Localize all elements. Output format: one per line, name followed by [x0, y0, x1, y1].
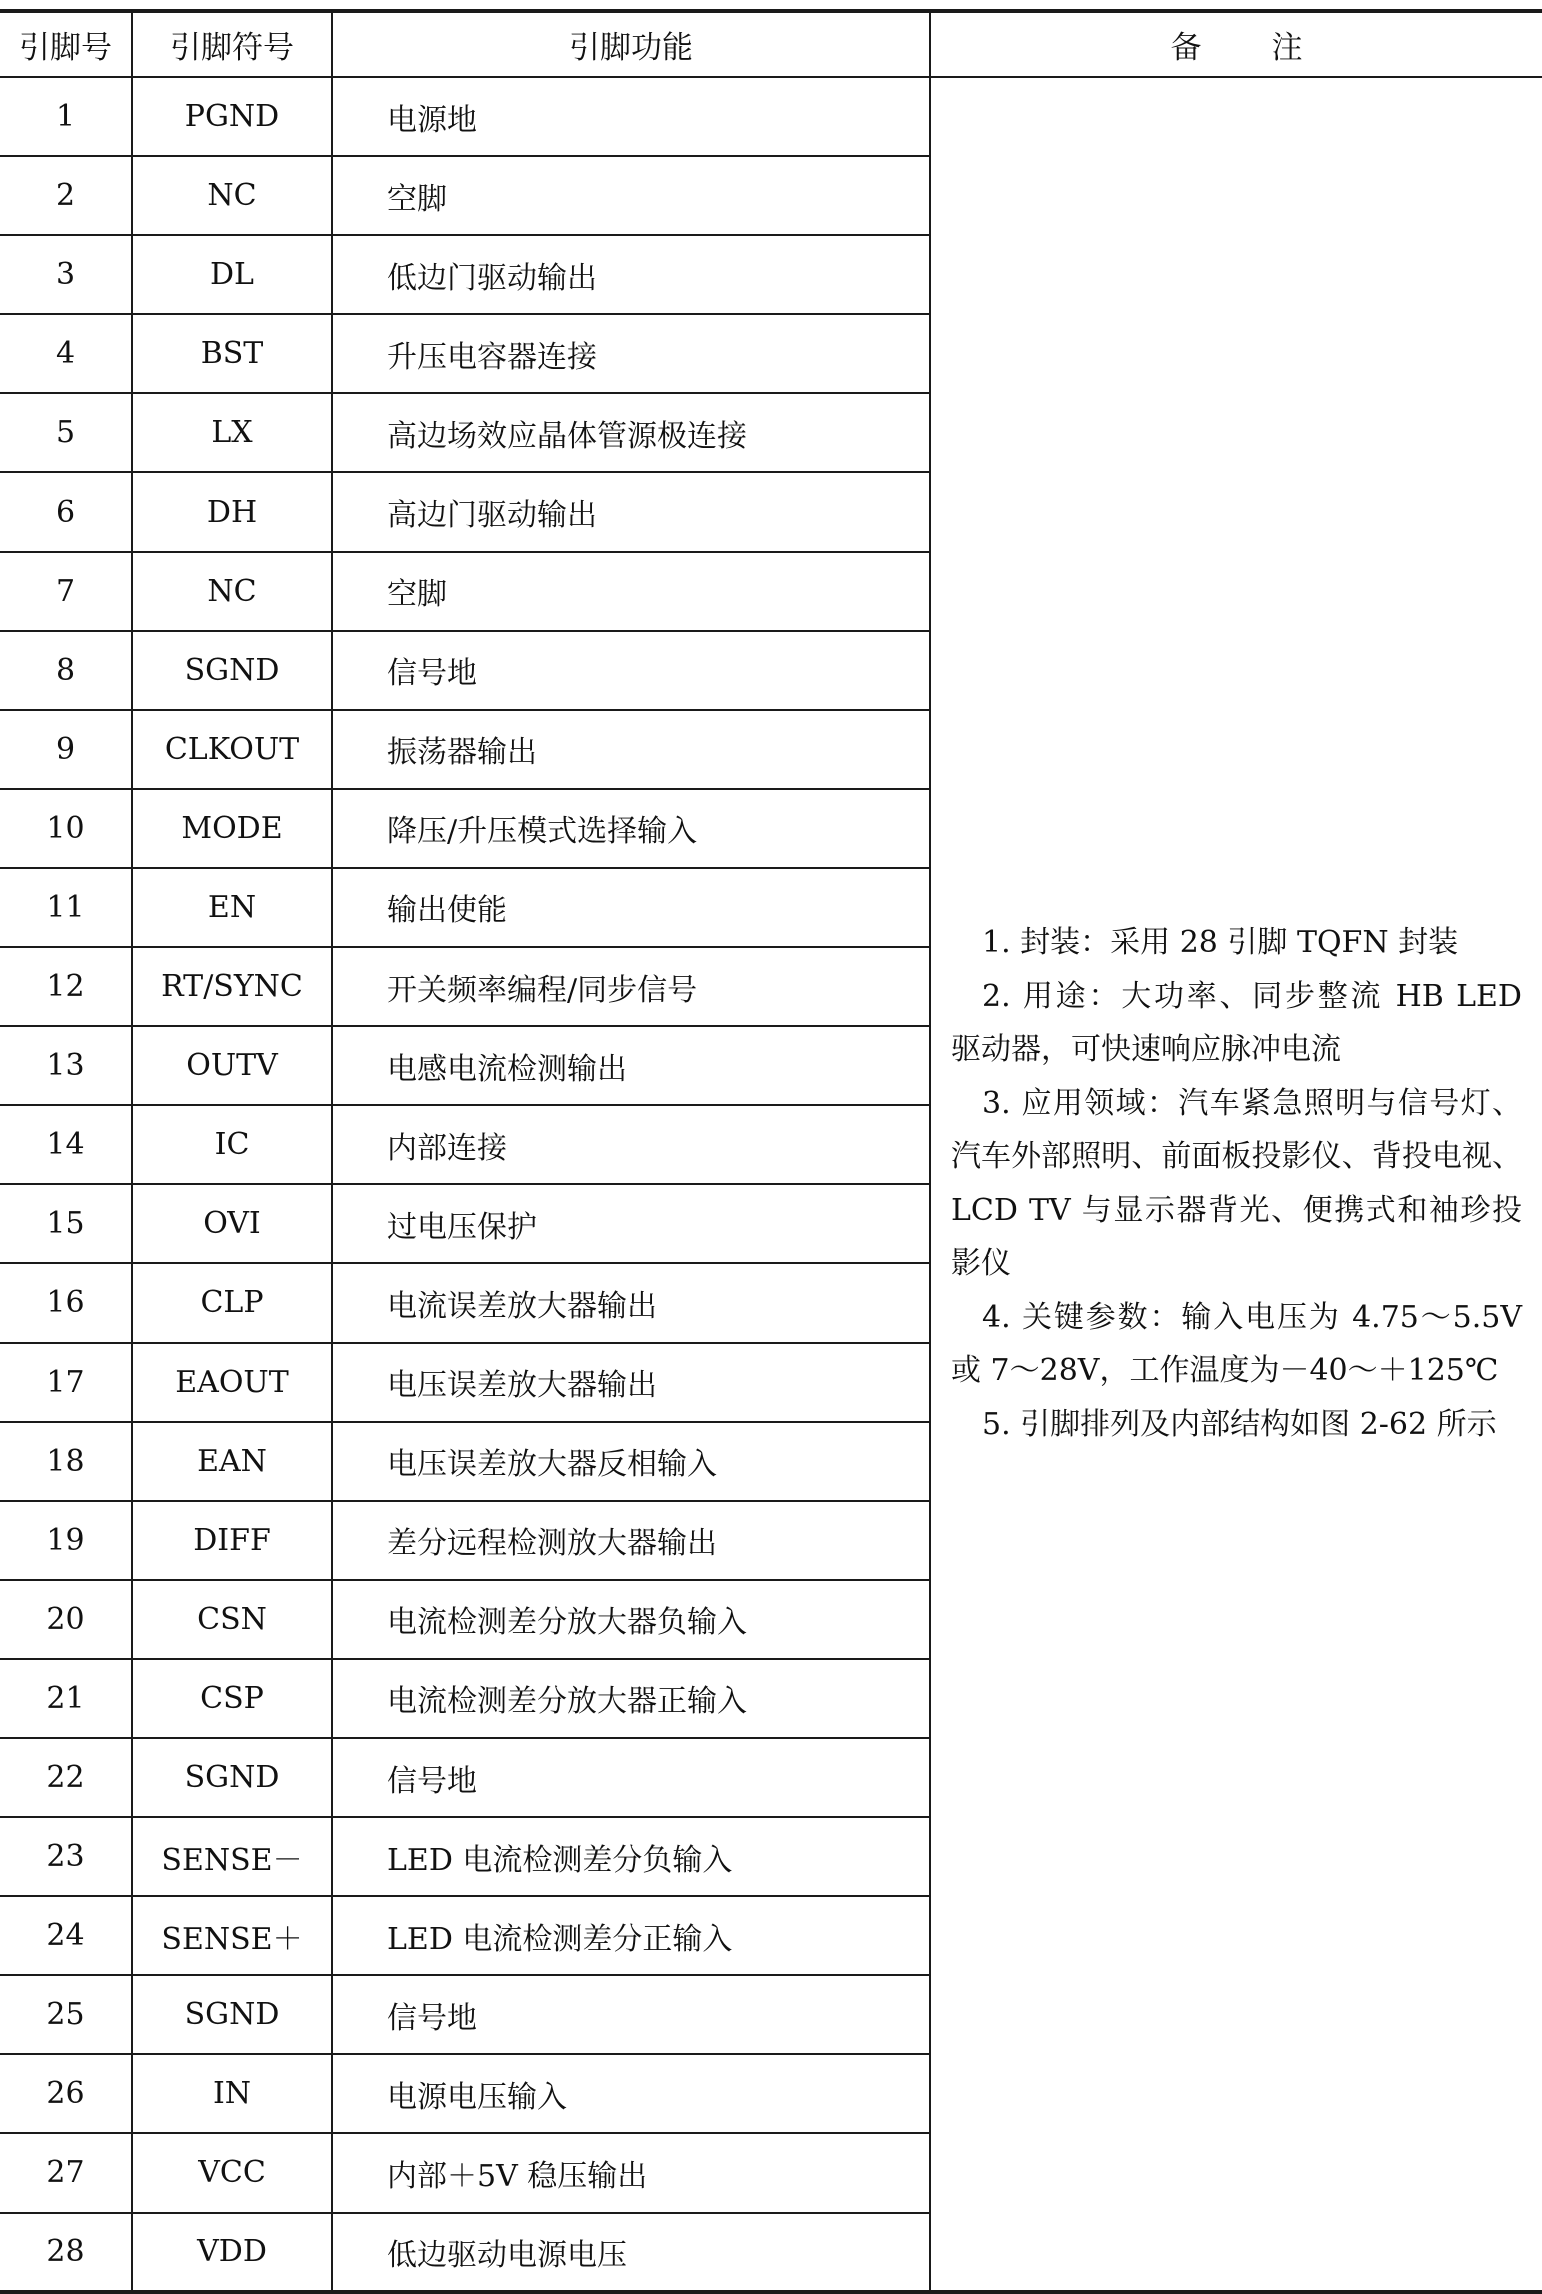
pin-symbol-cell: PGND — [132, 77, 332, 156]
pin-function-cell: 信号地 — [332, 1975, 930, 2054]
pin-symbol-cell: BST — [132, 314, 332, 393]
pin-number-cell: 3 — [0, 235, 132, 314]
pin-symbol-cell: NC — [132, 156, 332, 235]
header-pin-symbol: 引脚符号 — [132, 11, 332, 77]
pin-number-cell: 21 — [0, 1659, 132, 1738]
pin-symbol-cell: DH — [132, 472, 332, 551]
pin-function-cell: 内部连接 — [332, 1105, 930, 1184]
pin-symbol-cell: DL — [132, 235, 332, 314]
pin-symbol-cell: RT/SYNC — [132, 947, 332, 1026]
header-notes-char-2: 注 — [1271, 30, 1303, 66]
note-item: 2. 用途：大功率、同步整流 HB LED 驱动器，可快速响应脉冲电流 — [951, 978, 1522, 1068]
pin-symbol-cell: SENSE－ — [132, 1817, 332, 1896]
pin-function-cell: LED 电流检测差分正输入 — [332, 1896, 930, 1975]
pin-symbol-cell: CSP — [132, 1659, 332, 1738]
pin-number-cell: 1 — [0, 77, 132, 156]
pin-symbol-cell: OVI — [132, 1184, 332, 1263]
pin-number-cell: 10 — [0, 789, 132, 868]
pin-number-cell: 14 — [0, 1105, 132, 1184]
pin-function-cell: 电压误差放大器反相输入 — [332, 1422, 930, 1501]
pin-symbol-cell: SGND — [132, 631, 332, 710]
header-row — [0, 11, 1542, 77]
pin-symbol-cell: CSN — [132, 1580, 332, 1659]
pin-function-cell: 低边门驱动输出 — [332, 235, 930, 314]
pin-number-cell: 18 — [0, 1422, 132, 1501]
notes-cell — [930, 77, 1542, 2292]
pin-symbol-cell: LX — [132, 393, 332, 472]
pin-number-cell: 28 — [0, 2213, 132, 2292]
pin-symbol-cell: NC — [132, 552, 332, 631]
pin-function-cell: 输出使能 — [332, 868, 930, 947]
pin-symbol-cell: VCC — [132, 2133, 332, 2212]
pin-function-cell: 电源电压输入 — [332, 2054, 930, 2133]
pin-function-cell: 电流检测差分放大器负输入 — [332, 1580, 930, 1659]
pin-function-cell: 内部＋5V 稳压输出 — [332, 2133, 930, 2212]
pin-number-cell: 4 — [0, 314, 132, 393]
pin-number-cell: 6 — [0, 472, 132, 551]
pin-function-cell: 开关频率编程/同步信号 — [332, 947, 930, 1026]
pin-symbol-cell: EAN — [132, 1422, 332, 1501]
pin-number-cell: 7 — [0, 552, 132, 631]
pin-symbol-cell: SENSE＋ — [132, 1896, 332, 1975]
pin-symbol-cell: CLKOUT — [132, 710, 332, 789]
note-item: 3. 应用领域：汽车紧急照明与信号灯、汽车外部照明、前面板投影仪、背投电视、LCD TV 与显示器背光、便携式和袖珍投影仪 — [951, 1085, 1522, 1282]
pin-symbol-cell: IN — [132, 2054, 332, 2133]
pin-number-cell: 17 — [0, 1343, 132, 1422]
note-item: 4. 关键参数：输入电压为 4.75～5.5V 或 7～28V，工作温度为－40～＋125℃ — [951, 1299, 1522, 1389]
pin-symbol-cell: MODE — [132, 789, 332, 868]
pin-function-cell: 振荡器输出 — [332, 710, 930, 789]
table-row — [0, 77, 1542, 156]
pin-number-cell: 9 — [0, 710, 132, 789]
pin-function-cell: 空脚 — [332, 552, 930, 631]
pin-symbol-cell: OUTV — [132, 1026, 332, 1105]
header-pin-number: 引脚号 — [0, 11, 132, 77]
pin-number-cell: 2 — [0, 156, 132, 235]
pin-number-cell: 24 — [0, 1896, 132, 1975]
pin-symbol-cell: IC — [132, 1105, 332, 1184]
pin-number-cell: 15 — [0, 1184, 132, 1263]
pin-table — [0, 9, 1542, 2294]
pin-function-cell: 升压电容器连接 — [332, 314, 930, 393]
pin-number-cell: 23 — [0, 1817, 132, 1896]
pin-number-cell: 25 — [0, 1975, 132, 2054]
pin-symbol-cell: SGND — [132, 1738, 332, 1817]
pin-function-cell: 过电压保护 — [332, 1184, 930, 1263]
pin-function-cell: 高边场效应晶体管源极连接 — [332, 393, 930, 472]
header-notes-char-1: 备 — [1170, 30, 1202, 66]
pin-number-cell: 11 — [0, 868, 132, 947]
table-body — [0, 77, 1542, 2292]
pin-number-cell: 27 — [0, 2133, 132, 2212]
pin-number-cell: 13 — [0, 1026, 132, 1105]
pin-function-cell: 电源地 — [332, 77, 930, 156]
pin-number-cell: 8 — [0, 631, 132, 710]
pin-symbol-cell: SGND — [132, 1975, 332, 2054]
pin-number-cell: 22 — [0, 1738, 132, 1817]
pin-function-cell: 差分远程检测放大器输出 — [332, 1501, 930, 1580]
header-notes — [930, 11, 1542, 77]
pin-symbol-cell: VDD — [132, 2213, 332, 2292]
note-item: 1. 封装：采用 28 引脚 TQFN 封装 — [982, 925, 1459, 961]
note-item: 5. 引脚排列及内部结构如图 2-62 所示 — [982, 1406, 1497, 1442]
pin-number-cell: 20 — [0, 1580, 132, 1659]
pin-number-cell: 16 — [0, 1263, 132, 1342]
pin-number-cell: 5 — [0, 393, 132, 472]
pin-function-cell: 电流误差放大器输出 — [332, 1263, 930, 1342]
pin-number-cell: 12 — [0, 947, 132, 1026]
pin-function-cell: 电压误差放大器输出 — [332, 1343, 930, 1422]
header-pin-function: 引脚功能 — [332, 11, 930, 77]
pin-function-cell: 降压/升压模式选择输入 — [332, 789, 930, 868]
pin-function-cell: LED 电流检测差分负输入 — [332, 1817, 930, 1896]
pin-symbol-cell: CLP — [132, 1263, 332, 1342]
pin-function-cell: 高边门驱动输出 — [332, 472, 930, 551]
pin-symbol-cell: DIFF — [132, 1501, 332, 1580]
pin-function-cell: 低边驱动电源电压 — [332, 2213, 930, 2292]
pin-number-cell: 19 — [0, 1501, 132, 1580]
pin-function-cell: 信号地 — [332, 1738, 930, 1817]
pin-function-cell: 信号地 — [332, 631, 930, 710]
pin-function-cell: 电流检测差分放大器正输入 — [332, 1659, 930, 1738]
pin-symbol-cell: EN — [132, 868, 332, 947]
pin-symbol-cell: EAOUT — [132, 1343, 332, 1422]
pin-number-cell: 26 — [0, 2054, 132, 2133]
pin-function-cell: 电感电流检测输出 — [332, 1026, 930, 1105]
pin-function-cell: 空脚 — [332, 156, 930, 235]
table-header — [0, 11, 1542, 77]
